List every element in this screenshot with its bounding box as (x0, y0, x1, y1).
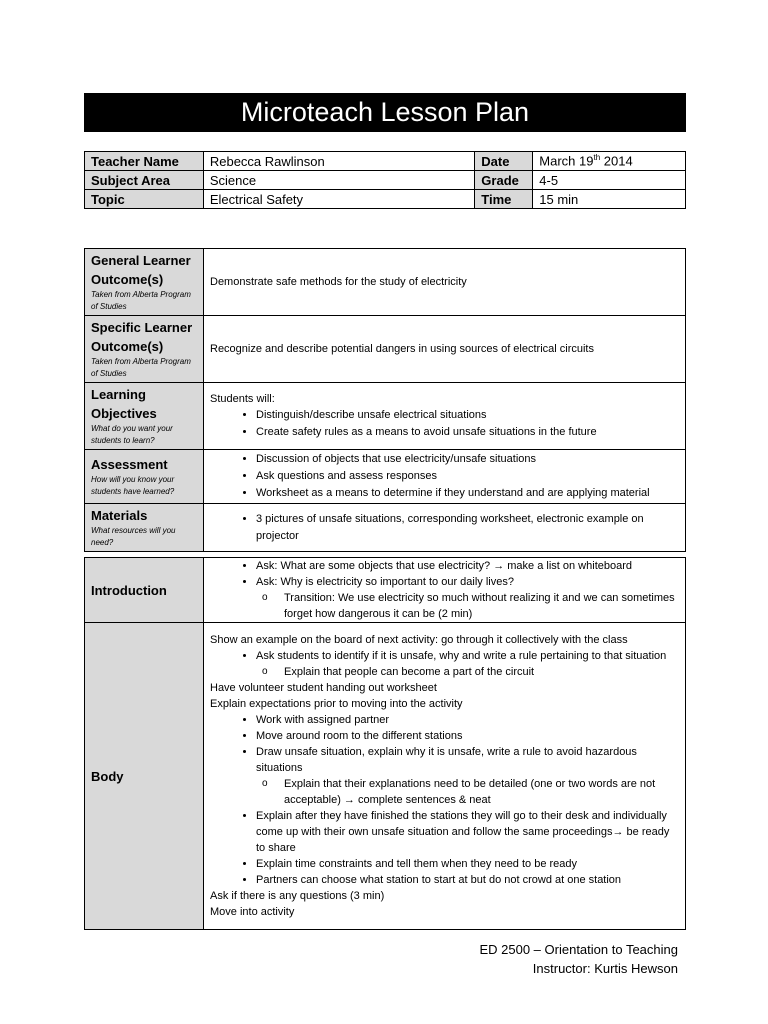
list-item (256, 648, 679, 680)
body-line: Ask if there is any questions (3 min) (210, 890, 385, 902)
general-outcomes-text: Demonstrate safe methods for the study of electricity (204, 249, 686, 316)
objectives-note: What do you want your students to learn? (91, 424, 173, 445)
grade-label: Grade (475, 171, 533, 190)
row-general-outcomes (85, 249, 686, 316)
list-item: o Transition: We use electricity so much without realizing it and we can sometimes forget how dangerous it can be (2 min) (284, 590, 679, 622)
specific-outcomes-note: Taken from Alberta Program of Studies (91, 357, 191, 378)
time-label: Time (475, 190, 533, 209)
grade-value: 4-5 (533, 171, 686, 190)
specific-outcomes-text: Recognize and describe potential dangers in using sources of electrical circuits (204, 316, 686, 383)
row-introduction (85, 558, 686, 623)
list-item-text: Draw unsafe situation, explain why it is unsafe, write a rule to avoid hazardous situations (256, 746, 637, 774)
list-item: • Work with assigned partner (256, 712, 679, 728)
introduction-sublist (256, 590, 679, 622)
assessment-list (210, 451, 679, 502)
materials-label-cell (85, 504, 204, 552)
list-item: • Ask: What are some objects that use electricity? → make a list on whiteboard (256, 558, 679, 574)
list-item: • Partners can choose what station to start at but do not crowd at one station (256, 872, 679, 888)
lesson-plan-table (84, 557, 686, 930)
date-value-year: 2014 (600, 153, 633, 169)
list-item: • Explain time constraints and tell them when they need to be ready (256, 856, 679, 872)
body-line: Show an example on the board of next activity: go through it collectively with the class (210, 634, 628, 646)
list-item: • Distinguish/describe unsafe electrical situations (256, 407, 679, 424)
list-item (256, 574, 679, 622)
teacher-label: Teacher Name (85, 152, 204, 171)
objectives-cell (204, 383, 686, 450)
body-list (210, 712, 679, 888)
materials-note: What resources will you need? (91, 526, 176, 547)
date-value (533, 152, 686, 171)
list-item: • Create safety rules as a means to avoid unsafe situations in the future (256, 424, 679, 441)
materials-list (210, 511, 679, 545)
subject-value: Science (203, 171, 474, 190)
body-sublist (256, 776, 679, 808)
outcomes-table (84, 248, 686, 552)
body-line: Have volunteer student handing out worksheet (210, 682, 437, 694)
subject-label: Subject Area (85, 171, 204, 190)
assessment-note: How will you know your students have learned? (91, 475, 175, 496)
specific-outcomes-label: Specific Learner Outcome(s) (91, 320, 193, 354)
time-value: 15 min (533, 190, 686, 209)
introduction-list (210, 558, 679, 622)
body-line: Explain expectations prior to moving into the activity (210, 698, 463, 710)
row-learning-objectives (85, 383, 686, 450)
body-cell (204, 623, 686, 930)
instructor-name: Instructor: Kurtis Hewson (532, 961, 678, 976)
list-item: • 3 pictures of unsafe situations, corresponding worksheet, electronic example on projector (256, 511, 679, 545)
objectives-intro: Students will: (210, 393, 275, 405)
assessment-cell (204, 450, 686, 504)
body-line: Move into activity (210, 906, 295, 918)
topic-value: Electrical Safety (203, 190, 474, 209)
page-title: Microteach Lesson Plan (84, 93, 686, 132)
course-name: ED 2500 – Orientation to Teaching (479, 942, 678, 957)
body-list (210, 648, 679, 680)
date-value-day: March 19 (539, 153, 594, 169)
body-label: Body (85, 623, 204, 930)
info-row-teacher (85, 152, 686, 171)
objectives-label-cell (85, 383, 204, 450)
row-body (85, 623, 686, 930)
date-label: Date (475, 152, 533, 171)
list-item: • Ask questions and assess responses (256, 468, 679, 485)
row-assessment (85, 450, 686, 504)
list-item: • Worksheet as a means to determine if they understand and are applying material (256, 485, 679, 502)
list-item-text: Ask: Why is electricity so important to our daily lives? (256, 576, 514, 588)
info-row-subject (85, 171, 686, 190)
assessment-label-cell (85, 450, 204, 504)
date-value-suffix: th (593, 153, 601, 163)
general-outcomes-label: General Learner Outcome(s) (91, 253, 191, 287)
list-item: • Discussion of objects that use electricity/unsafe situations (256, 451, 679, 468)
general-outcomes-label-cell (85, 249, 204, 316)
objectives-label: Learning Objectives (91, 387, 157, 421)
list-item-text: Ask students to identify if it is unsafe, why and write a rule pertaining to that situation (256, 650, 667, 662)
body-sublist (256, 664, 679, 680)
materials-label: Materials (91, 508, 148, 523)
materials-cell (204, 504, 686, 552)
topic-label: Topic (85, 190, 204, 209)
general-outcomes-note: Taken from Alberta Program of Studies (91, 290, 191, 311)
row-specific-outcomes (85, 316, 686, 383)
info-row-topic (85, 190, 686, 209)
row-materials (85, 504, 686, 552)
list-item: • Explain after they have finished the stations they will go to their desk and individually come up with their own unsafe situation and follow the same proceedings→ be ready to share (256, 808, 679, 856)
teacher-value: Rebecca Rawlinson (203, 152, 474, 171)
list-item: • Move around room to the different stations (256, 728, 679, 744)
specific-outcomes-label-cell (85, 316, 204, 383)
lesson-info-table (84, 151, 686, 209)
objectives-list (210, 407, 679, 441)
introduction-label: Introduction (85, 558, 204, 623)
list-item: o Explain that their explanations need to be detailed (one or two words are not acceptable) → complete sentences & neat (284, 776, 679, 808)
list-item (256, 744, 679, 808)
list-item: o Explain that people can become a part of the circuit (284, 664, 679, 680)
assessment-label: Assessment (91, 457, 168, 472)
introduction-cell (204, 558, 686, 623)
page-footer (479, 940, 678, 978)
